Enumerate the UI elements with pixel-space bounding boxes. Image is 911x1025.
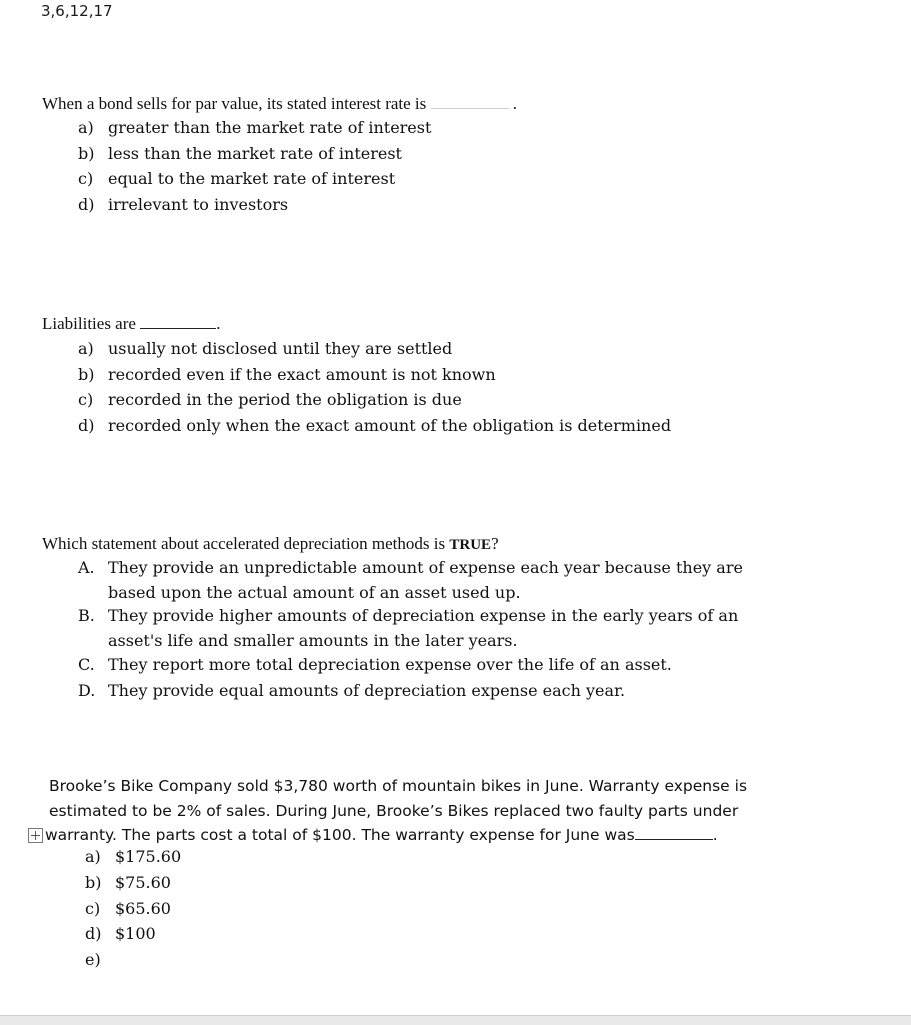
question-3-stem: [42, 534, 499, 554]
option-letter: c): [85, 899, 101, 918]
option-text: They provide an unpredictable amount of expense each year because they are based upon the actual amount of an asset used up.: [108, 558, 743, 602]
option-text: irrelevant to investors: [108, 195, 289, 214]
answer-blank: [140, 327, 216, 329]
option-text: less than the market rate of interest: [108, 144, 402, 163]
option-letter: a): [78, 339, 94, 358]
question-1-stem-end: .: [512, 94, 518, 113]
question-3-stem-emphasis: TRUE: [449, 537, 492, 553]
question-numbers-label: 3,6,12,17: [41, 2, 113, 20]
question-2-option-c: [78, 388, 768, 413]
option-letter: b): [85, 873, 102, 892]
answer-blank: [431, 107, 509, 109]
question-4-option-d: [85, 922, 775, 947]
option-text: They provide equal amounts of depreciation expense each year.: [108, 681, 626, 700]
option-letter: C.: [78, 655, 95, 674]
question-4-stem: [45, 774, 769, 848]
option-letter: c): [78, 390, 94, 409]
question-3-stem-end: ?: [491, 534, 499, 553]
option-letter: b): [78, 144, 95, 163]
question-1-stem-text: When a bond sells for par value, its stated interest rate is: [42, 94, 427, 113]
option-text: greater than the market rate of interest: [108, 118, 432, 137]
option-letter: a): [78, 118, 94, 137]
question-4-stem-line-1: Brooke’s Bike Company sold $3,780 worth of mountain bikes in June. Warranty expense is: [49, 777, 748, 795]
option-letter: d): [85, 924, 102, 943]
question-4-stem-end: .: [712, 826, 718, 844]
option-letter: d): [78, 416, 95, 435]
option-letter: A.: [78, 558, 95, 577]
question-1-option-a: [78, 116, 768, 141]
option-text: usually not disclosed until they are settled: [108, 339, 453, 358]
question-2-stem-text: Liabilities are: [42, 314, 136, 333]
question-2-option-b: [78, 363, 768, 388]
question-4-option-c: [85, 897, 775, 922]
question-2-option-d: [78, 414, 768, 439]
option-text: They report more total depreciation expense over the life of an asset.: [108, 655, 672, 674]
option-text: $75.60: [115, 873, 171, 892]
question-2-stem: [42, 314, 220, 334]
question-4-stem-line-3-text: warranty. The parts cost a total of $100. The warranty expense for June was: [45, 826, 635, 844]
question-2-stem-end: .: [216, 314, 221, 333]
option-letter: d): [78, 195, 95, 214]
option-text: recorded in the period the obligation is due: [108, 390, 462, 409]
question-3-option-a: [78, 556, 768, 605]
option-text: $175.60: [115, 847, 182, 866]
option-text: They provide higher amounts of depreciation expense in the early years of an asset's life and smaller amounts in the later years.: [108, 606, 739, 650]
question-2-option-a: [78, 337, 768, 362]
question-1-option-c: [78, 167, 768, 192]
option-letter: D.: [78, 681, 96, 700]
option-text: recorded even if the exact amount is not known: [108, 365, 496, 384]
option-letter: b): [78, 365, 95, 384]
table-move-handle-icon[interactable]: [28, 828, 43, 843]
question-4-option-a: [85, 845, 775, 870]
question-3-option-b: [78, 604, 768, 653]
question-3-stem-text: Which statement about accelerated depreciation methods is: [42, 534, 446, 553]
option-letter: a): [85, 847, 101, 866]
question-4-stem-line-3: [45, 823, 769, 848]
option-text: $100: [115, 924, 156, 943]
question-4-stem-line-2: estimated to be 2% of sales. During June, Brooke’s Bikes replaced two faulty parts under: [49, 801, 739, 820]
question-4-option-e: [85, 948, 775, 973]
question-1-option-d: [78, 193, 768, 218]
question-4-option-b: [85, 871, 775, 896]
question-1-option-b: [78, 142, 768, 167]
option-text: recorded only when the exact amount of the obligation is determined: [108, 416, 672, 435]
option-text: equal to the market rate of interest: [108, 169, 396, 188]
question-3-option-d: [78, 679, 768, 704]
answer-blank: [635, 838, 713, 840]
option-letter: e): [85, 950, 101, 969]
option-letter: B.: [78, 606, 95, 625]
option-text: $65.60: [115, 899, 171, 918]
question-1-stem: [42, 94, 517, 114]
question-3-option-c: [78, 653, 768, 678]
option-letter: c): [78, 169, 94, 188]
